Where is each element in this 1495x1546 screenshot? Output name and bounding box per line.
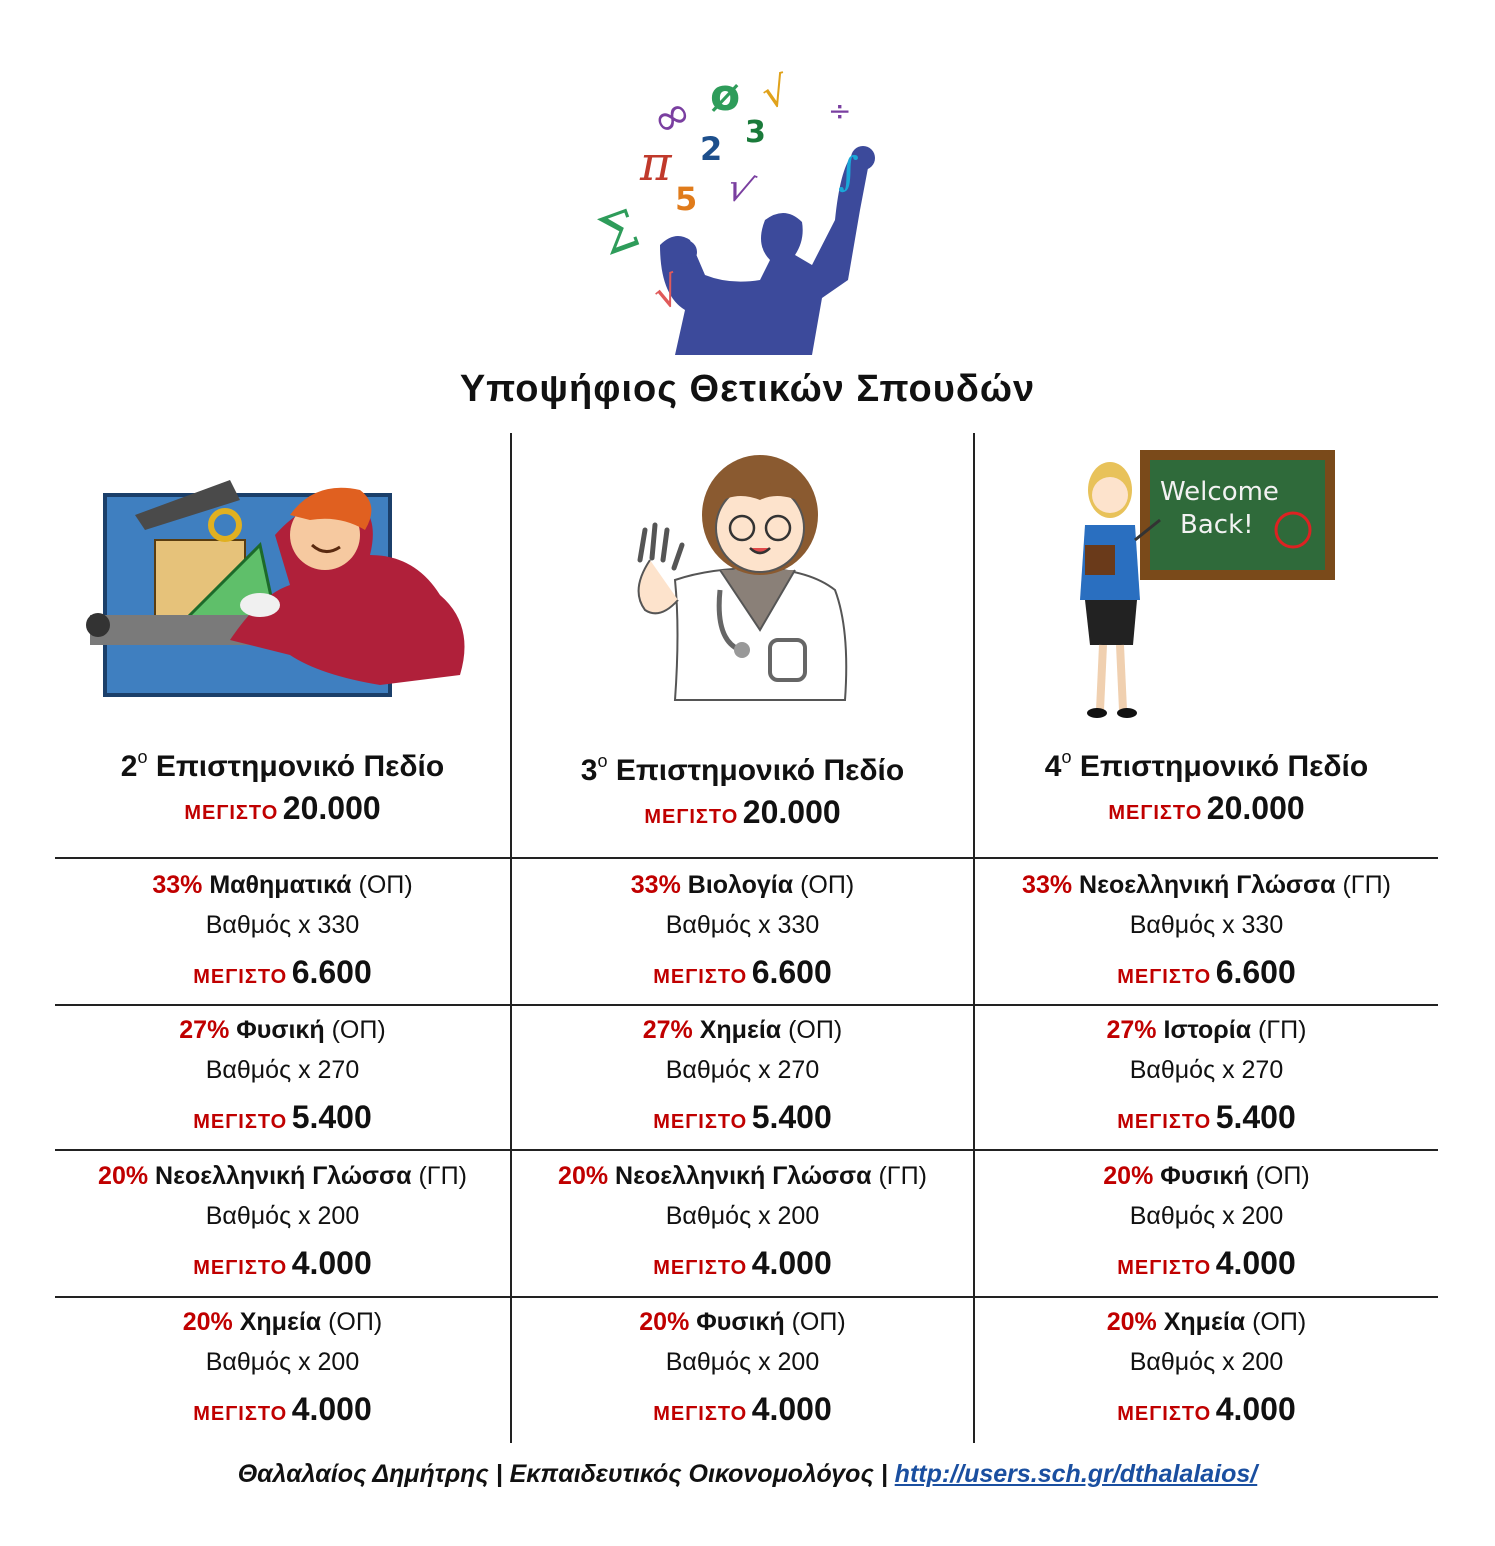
subject-cell: 33% Μαθηματικά (ΟΠ) Βαθμός x 330 ΜΕΓΙΣΤΟ 6.600 bbox=[152, 871, 413, 990]
row-divider-2 bbox=[55, 1004, 1438, 1006]
symbol-root-top: √ bbox=[757, 70, 794, 119]
field-4-max: ΜΕΓΙΣΤΟ 20.000 bbox=[1108, 790, 1305, 826]
symbol-infinity: ∞ bbox=[641, 83, 702, 150]
footer-separator: | bbox=[880, 1460, 888, 1488]
field-3-heading bbox=[512, 742, 973, 841]
footer-link[interactable]: http://users.sch.gr/dthalalaios/ bbox=[894, 1460, 1258, 1488]
subject-cell: 20% Χημεία (ΟΠ) Βαθμός x 200 ΜΕΓΙΣΤΟ 4.000 bbox=[1106, 1308, 1307, 1427]
page-title: Υποψήφιος Θετικών Σπουδών bbox=[459, 368, 1036, 410]
symbol-phi: ø bbox=[710, 70, 741, 121]
row-divider-3 bbox=[55, 1149, 1438, 1151]
subject-cell: 33% Νεοελληνική Γλώσσα (ΓΠ) Βαθμός x 330 ΜΕΓΙΣΤΟ 6.600 bbox=[1022, 871, 1391, 990]
subject-cell: 27% Χημεία (ΟΠ) Βαθμός x 270 ΜΕΓΙΣΤΟ 5.400 bbox=[642, 1016, 843, 1135]
footer-author: Θαλαλαίος Δημήτρης bbox=[237, 1460, 489, 1488]
engineer-illustration bbox=[80, 475, 475, 710]
teacher-illustration bbox=[1065, 445, 1340, 725]
chalkboard-text-line2: Back! bbox=[1180, 510, 1254, 540]
subject-cell: 20% Φυσική (ΟΠ) Βαθμός x 200 ΜΕΓΙΣΤΟ 4.000 bbox=[1103, 1162, 1310, 1281]
field-2-heading bbox=[55, 738, 510, 837]
symbol-divide: ÷ bbox=[828, 94, 852, 127]
field-2-max: ΜΕΓΙΣΤΟ 20.000 bbox=[184, 790, 381, 826]
field-4-heading bbox=[975, 738, 1438, 837]
field-4-title: $4^o$ Επιστημονικό Πεδίο bbox=[1044, 747, 1369, 783]
symbol-integral: ∫ bbox=[838, 149, 859, 195]
symbol-root-low: √ bbox=[647, 267, 688, 320]
footer-role: Εκπαιδευτικός Οικονομολόγος bbox=[509, 1460, 874, 1488]
doctor-illustration bbox=[620, 450, 870, 705]
subject-cell: 20% Νεοελληνική Γλώσσα (ΓΠ) Βαθμός x 200 ΜΕΓΙΣΤΟ 4.000 bbox=[98, 1162, 467, 1281]
subject-cell: 27% Φυσική (ΟΠ) Βαθμός x 270 ΜΕΓΙΣΤΟ 5.400 bbox=[179, 1016, 386, 1135]
subject-cell: 33% Βιολογία (ΟΠ) Βαθμός x 330 ΜΕΓΙΣΤΟ 6.600 bbox=[630, 871, 855, 990]
row-divider-4 bbox=[55, 1296, 1438, 1298]
chalkboard-text-line1: Welcome bbox=[1160, 477, 1279, 507]
subject-cell: 27% Ιστορία (ΓΠ) Βαθμός x 270 ΜΕΓΙΣΤΟ 5.400 bbox=[1106, 1016, 1307, 1135]
symbol-two: 2 bbox=[700, 130, 723, 168]
hero-juggler-illustration bbox=[590, 70, 900, 355]
field-3-title: $3^o$ Επιστημονικό Πεδίο bbox=[580, 751, 905, 787]
subject-cell: 20% Φυσική (ΟΠ) Βαθμός x 200 ΜΕΓΙΣΤΟ 4.000 bbox=[639, 1308, 846, 1427]
field-2-title: $2^o$ Επιστημονικό Πεδίο bbox=[120, 747, 445, 783]
subject-cell: 20% Νεοελληνική Γλώσσα (ΓΠ) Βαθμός x 200 ΜΕΓΙΣΤΟ 4.000 bbox=[558, 1162, 927, 1281]
symbol-three: 3 bbox=[745, 115, 766, 150]
field-3-max: ΜΕΓΙΣΤΟ 20.000 bbox=[644, 794, 841, 830]
footer-separator: | bbox=[495, 1460, 503, 1488]
symbol-sigma: Σ bbox=[591, 198, 648, 268]
symbol-five: 5 bbox=[675, 180, 698, 218]
footer bbox=[0, 1460, 1495, 1489]
symbol-root-mid: √ bbox=[721, 164, 760, 214]
symbol-pi: π bbox=[640, 136, 672, 192]
row-divider-1 bbox=[55, 857, 1438, 859]
subject-cell: 20% Χημεία (ΟΠ) Βαθμός x 200 ΜΕΓΙΣΤΟ 4.000 bbox=[182, 1308, 383, 1427]
